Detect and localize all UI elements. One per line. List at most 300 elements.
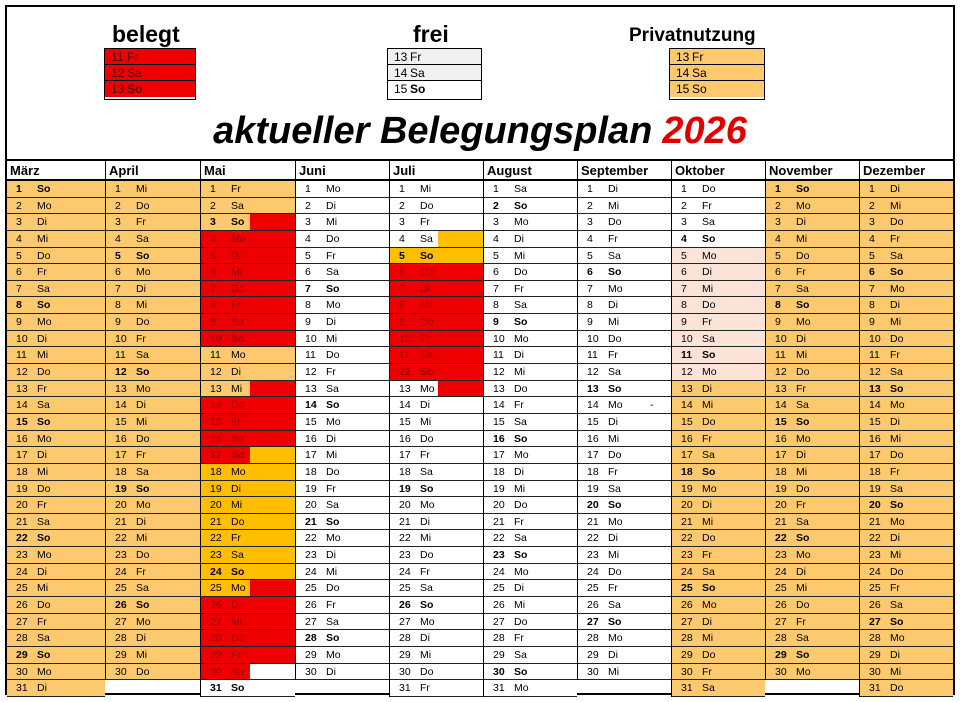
day-cell[interactable] bbox=[766, 248, 859, 265]
day-cell[interactable] bbox=[672, 397, 765, 414]
day-cell[interactable] bbox=[106, 314, 200, 331]
day-cell[interactable] bbox=[390, 281, 483, 298]
day-cell[interactable] bbox=[390, 347, 483, 364]
day-cell[interactable] bbox=[390, 564, 483, 581]
day-cell[interactable] bbox=[672, 264, 765, 281]
day-cell[interactable] bbox=[390, 331, 483, 348]
day-cell[interactable] bbox=[296, 547, 389, 564]
day-cell[interactable] bbox=[766, 231, 859, 248]
day-cell[interactable] bbox=[390, 597, 483, 614]
day-cell[interactable] bbox=[106, 231, 200, 248]
day-cell[interactable] bbox=[296, 248, 389, 265]
day-cell[interactable] bbox=[672, 314, 765, 331]
day-cell[interactable] bbox=[766, 314, 859, 331]
day-cell[interactable] bbox=[484, 314, 577, 331]
day-cell[interactable] bbox=[484, 514, 577, 531]
day-cell[interactable] bbox=[766, 214, 859, 231]
day-cell[interactable] bbox=[672, 297, 765, 314]
day-cell[interactable] bbox=[390, 664, 483, 681]
day-cell[interactable] bbox=[484, 347, 577, 364]
day-cell[interactable] bbox=[672, 481, 765, 498]
day-cell[interactable] bbox=[860, 214, 953, 231]
day-cell[interactable] bbox=[860, 231, 953, 248]
day-cell[interactable] bbox=[484, 381, 577, 398]
day-cell[interactable] bbox=[296, 231, 389, 248]
day-cell[interactable] bbox=[7, 347, 105, 364]
day-cell[interactable] bbox=[484, 264, 577, 281]
day-cell[interactable] bbox=[7, 447, 105, 464]
day-cell[interactable] bbox=[106, 564, 200, 581]
day-cell[interactable] bbox=[766, 464, 859, 481]
day-cell[interactable] bbox=[484, 431, 577, 448]
day-cell[interactable] bbox=[860, 447, 953, 464]
day-cell[interactable] bbox=[390, 464, 483, 481]
day-cell[interactable] bbox=[578, 414, 671, 431]
day-cell[interactable] bbox=[672, 597, 765, 614]
day-cell[interactable] bbox=[860, 597, 953, 614]
day-cell[interactable] bbox=[578, 331, 671, 348]
day-cell[interactable] bbox=[390, 630, 483, 647]
day-cell[interactable] bbox=[860, 614, 953, 631]
day-cell[interactable] bbox=[766, 547, 859, 564]
day-cell[interactable] bbox=[296, 530, 389, 547]
day-cell[interactable] bbox=[672, 364, 765, 381]
day-cell[interactable] bbox=[672, 214, 765, 231]
day-cell[interactable] bbox=[672, 231, 765, 248]
day-cell[interactable] bbox=[672, 664, 765, 681]
day-cell[interactable] bbox=[201, 214, 295, 231]
day-cell[interactable] bbox=[7, 547, 105, 564]
day-cell[interactable] bbox=[766, 397, 859, 414]
day-cell[interactable] bbox=[766, 597, 859, 614]
day-cell[interactable] bbox=[201, 564, 295, 581]
day-cell[interactable] bbox=[672, 647, 765, 664]
day-cell[interactable] bbox=[672, 497, 765, 514]
day-cell[interactable] bbox=[860, 431, 953, 448]
day-cell[interactable] bbox=[7, 597, 105, 614]
day-cell[interactable] bbox=[106, 264, 200, 281]
day-cell[interactable] bbox=[7, 497, 105, 514]
day-cell[interactable] bbox=[201, 481, 295, 498]
day-cell[interactable] bbox=[7, 630, 105, 647]
day-cell[interactable] bbox=[766, 347, 859, 364]
day-cell[interactable] bbox=[296, 364, 389, 381]
day-cell[interactable] bbox=[766, 447, 859, 464]
day-cell[interactable] bbox=[860, 414, 953, 431]
day-cell[interactable] bbox=[296, 447, 389, 464]
day-cell[interactable] bbox=[672, 198, 765, 215]
day-cell[interactable] bbox=[201, 647, 295, 664]
day-cell[interactable] bbox=[860, 364, 953, 381]
day-cell[interactable] bbox=[860, 464, 953, 481]
day-cell[interactable] bbox=[7, 381, 105, 398]
day-cell[interactable] bbox=[106, 630, 200, 647]
day-cell[interactable] bbox=[860, 630, 953, 647]
day-cell[interactable] bbox=[484, 447, 577, 464]
day-cell[interactable] bbox=[390, 680, 483, 697]
day-cell[interactable] bbox=[578, 198, 671, 215]
day-cell[interactable] bbox=[201, 630, 295, 647]
day-cell[interactable] bbox=[484, 564, 577, 581]
day-cell[interactable] bbox=[484, 630, 577, 647]
day-cell[interactable] bbox=[390, 547, 483, 564]
day-cell[interactable] bbox=[296, 214, 389, 231]
day-cell[interactable] bbox=[860, 281, 953, 298]
day-cell[interactable] bbox=[201, 680, 295, 697]
day-cell[interactable] bbox=[106, 647, 200, 664]
day-cell[interactable] bbox=[296, 580, 389, 597]
day-cell[interactable] bbox=[296, 181, 389, 198]
day-cell[interactable] bbox=[672, 514, 765, 531]
day-cell[interactable] bbox=[390, 264, 483, 281]
day-cell[interactable] bbox=[766, 297, 859, 314]
day-cell[interactable] bbox=[766, 414, 859, 431]
day-cell[interactable] bbox=[766, 614, 859, 631]
day-cell[interactable] bbox=[201, 347, 295, 364]
day-cell[interactable] bbox=[860, 397, 953, 414]
day-cell[interactable] bbox=[201, 264, 295, 281]
day-cell[interactable] bbox=[296, 630, 389, 647]
day-cell[interactable] bbox=[390, 248, 483, 265]
day-cell[interactable] bbox=[7, 481, 105, 498]
day-cell[interactable] bbox=[106, 181, 200, 198]
day-cell[interactable] bbox=[766, 264, 859, 281]
day-cell[interactable] bbox=[106, 447, 200, 464]
day-cell[interactable] bbox=[484, 614, 577, 631]
day-cell[interactable] bbox=[7, 664, 105, 681]
day-cell[interactable] bbox=[296, 431, 389, 448]
day-cell[interactable] bbox=[860, 664, 953, 681]
day-cell[interactable] bbox=[390, 481, 483, 498]
day-cell[interactable] bbox=[578, 181, 671, 198]
day-cell[interactable] bbox=[296, 331, 389, 348]
day-cell[interactable] bbox=[860, 680, 953, 697]
day-cell[interactable] bbox=[578, 597, 671, 614]
day-cell[interactable] bbox=[484, 680, 577, 697]
day-cell[interactable] bbox=[484, 547, 577, 564]
day-cell[interactable] bbox=[484, 364, 577, 381]
day-cell[interactable] bbox=[860, 647, 953, 664]
day-cell[interactable] bbox=[296, 264, 389, 281]
day-cell[interactable] bbox=[766, 497, 859, 514]
day-cell[interactable] bbox=[296, 297, 389, 314]
day-cell[interactable] bbox=[201, 464, 295, 481]
day-cell[interactable] bbox=[106, 331, 200, 348]
day-cell[interactable] bbox=[296, 647, 389, 664]
day-cell[interactable] bbox=[201, 281, 295, 298]
day-cell[interactable] bbox=[7, 464, 105, 481]
day-cell[interactable] bbox=[106, 530, 200, 547]
day-cell[interactable] bbox=[201, 198, 295, 215]
day-cell[interactable] bbox=[578, 397, 671, 414]
day-cell[interactable] bbox=[672, 630, 765, 647]
day-cell[interactable] bbox=[390, 580, 483, 597]
day-cell[interactable] bbox=[390, 364, 483, 381]
day-cell[interactable] bbox=[484, 497, 577, 514]
day-cell[interactable] bbox=[766, 564, 859, 581]
day-cell[interactable] bbox=[766, 580, 859, 597]
day-cell[interactable] bbox=[860, 530, 953, 547]
day-cell[interactable] bbox=[578, 564, 671, 581]
day-cell[interactable] bbox=[672, 331, 765, 348]
day-cell[interactable] bbox=[672, 614, 765, 631]
day-cell[interactable] bbox=[578, 447, 671, 464]
day-cell[interactable] bbox=[672, 281, 765, 298]
day-cell[interactable] bbox=[201, 497, 295, 514]
day-cell[interactable] bbox=[860, 248, 953, 265]
day-cell[interactable] bbox=[296, 347, 389, 364]
day-cell[interactable] bbox=[578, 630, 671, 647]
day-cell[interactable] bbox=[766, 530, 859, 547]
day-cell[interactable] bbox=[390, 381, 483, 398]
day-cell[interactable] bbox=[7, 198, 105, 215]
day-cell[interactable] bbox=[7, 397, 105, 414]
day-cell[interactable] bbox=[672, 181, 765, 198]
day-cell[interactable] bbox=[578, 614, 671, 631]
day-cell[interactable] bbox=[201, 530, 295, 547]
day-cell[interactable] bbox=[766, 514, 859, 531]
day-cell[interactable] bbox=[484, 181, 577, 198]
day-cell[interactable] bbox=[201, 580, 295, 597]
day-cell[interactable] bbox=[390, 447, 483, 464]
day-cell[interactable] bbox=[860, 314, 953, 331]
day-cell[interactable] bbox=[7, 364, 105, 381]
day-cell[interactable] bbox=[578, 497, 671, 514]
day-cell[interactable] bbox=[7, 647, 105, 664]
day-cell[interactable] bbox=[578, 481, 671, 498]
day-cell[interactable] bbox=[766, 381, 859, 398]
day-cell[interactable] bbox=[7, 214, 105, 231]
day-cell[interactable] bbox=[7, 181, 105, 198]
day-cell[interactable] bbox=[390, 614, 483, 631]
day-cell[interactable] bbox=[201, 514, 295, 531]
day-cell[interactable] bbox=[106, 347, 200, 364]
day-cell[interactable] bbox=[766, 198, 859, 215]
day-cell[interactable] bbox=[860, 580, 953, 597]
day-cell[interactable] bbox=[860, 331, 953, 348]
day-cell[interactable] bbox=[7, 431, 105, 448]
day-cell[interactable] bbox=[201, 414, 295, 431]
day-cell[interactable] bbox=[7, 314, 105, 331]
day-cell[interactable] bbox=[672, 580, 765, 597]
day-cell[interactable] bbox=[7, 680, 105, 697]
day-cell[interactable] bbox=[106, 481, 200, 498]
day-cell[interactable] bbox=[201, 447, 295, 464]
day-cell[interactable] bbox=[296, 564, 389, 581]
day-cell[interactable] bbox=[106, 198, 200, 215]
day-cell[interactable] bbox=[201, 181, 295, 198]
day-cell[interactable] bbox=[578, 248, 671, 265]
day-cell[interactable] bbox=[766, 431, 859, 448]
day-cell[interactable] bbox=[672, 347, 765, 364]
day-cell[interactable] bbox=[484, 281, 577, 298]
day-cell[interactable] bbox=[201, 381, 295, 398]
day-cell[interactable] bbox=[201, 547, 295, 564]
day-cell[interactable] bbox=[7, 514, 105, 531]
day-cell[interactable] bbox=[7, 264, 105, 281]
day-cell[interactable] bbox=[201, 397, 295, 414]
day-cell[interactable] bbox=[860, 381, 953, 398]
day-cell[interactable] bbox=[578, 364, 671, 381]
day-cell[interactable] bbox=[7, 564, 105, 581]
day-cell[interactable] bbox=[296, 664, 389, 681]
day-cell[interactable] bbox=[201, 364, 295, 381]
day-cell[interactable] bbox=[672, 414, 765, 431]
day-cell[interactable] bbox=[578, 530, 671, 547]
day-cell[interactable] bbox=[106, 414, 200, 431]
day-cell[interactable] bbox=[296, 314, 389, 331]
day-cell[interactable] bbox=[672, 680, 765, 697]
day-cell[interactable] bbox=[106, 580, 200, 597]
day-cell[interactable] bbox=[484, 248, 577, 265]
day-cell[interactable] bbox=[106, 431, 200, 448]
day-cell[interactable] bbox=[672, 530, 765, 547]
day-cell[interactable] bbox=[578, 431, 671, 448]
day-cell[interactable] bbox=[296, 497, 389, 514]
day-cell[interactable] bbox=[106, 547, 200, 564]
day-cell[interactable] bbox=[390, 530, 483, 547]
day-cell[interactable] bbox=[201, 297, 295, 314]
day-cell[interactable] bbox=[390, 514, 483, 531]
day-cell[interactable] bbox=[484, 414, 577, 431]
day-cell[interactable] bbox=[106, 514, 200, 531]
day-cell[interactable] bbox=[390, 414, 483, 431]
day-cell[interactable] bbox=[106, 597, 200, 614]
day-cell[interactable] bbox=[578, 281, 671, 298]
day-cell[interactable] bbox=[578, 381, 671, 398]
day-cell[interactable] bbox=[578, 664, 671, 681]
day-cell[interactable] bbox=[7, 297, 105, 314]
day-cell[interactable] bbox=[484, 397, 577, 414]
day-cell[interactable] bbox=[578, 314, 671, 331]
day-cell[interactable] bbox=[390, 314, 483, 331]
day-cell[interactable] bbox=[860, 347, 953, 364]
day-cell[interactable] bbox=[484, 464, 577, 481]
day-cell[interactable] bbox=[578, 347, 671, 364]
day-cell[interactable] bbox=[484, 198, 577, 215]
day-cell[interactable] bbox=[860, 264, 953, 281]
day-cell[interactable] bbox=[106, 397, 200, 414]
day-cell[interactable] bbox=[106, 248, 200, 265]
day-cell[interactable] bbox=[296, 481, 389, 498]
day-cell[interactable] bbox=[106, 214, 200, 231]
day-cell[interactable] bbox=[296, 198, 389, 215]
day-cell[interactable] bbox=[201, 431, 295, 448]
day-cell[interactable] bbox=[7, 530, 105, 547]
day-cell[interactable] bbox=[296, 281, 389, 298]
day-cell[interactable] bbox=[672, 248, 765, 265]
day-cell[interactable] bbox=[7, 231, 105, 248]
day-cell[interactable] bbox=[766, 481, 859, 498]
day-cell[interactable] bbox=[766, 647, 859, 664]
day-cell[interactable] bbox=[296, 614, 389, 631]
day-cell[interactable] bbox=[106, 364, 200, 381]
day-cell[interactable] bbox=[484, 597, 577, 614]
day-cell[interactable] bbox=[390, 181, 483, 198]
day-cell[interactable] bbox=[860, 198, 953, 215]
day-cell[interactable] bbox=[578, 580, 671, 597]
day-cell[interactable] bbox=[484, 530, 577, 547]
day-cell[interactable] bbox=[578, 464, 671, 481]
day-cell[interactable] bbox=[578, 264, 671, 281]
day-cell[interactable] bbox=[672, 447, 765, 464]
day-cell[interactable] bbox=[484, 664, 577, 681]
day-cell[interactable] bbox=[672, 547, 765, 564]
day-cell[interactable] bbox=[390, 231, 483, 248]
day-cell[interactable] bbox=[484, 647, 577, 664]
day-cell[interactable] bbox=[860, 547, 953, 564]
day-cell[interactable] bbox=[106, 381, 200, 398]
day-cell[interactable] bbox=[860, 481, 953, 498]
day-cell[interactable] bbox=[578, 647, 671, 664]
day-cell[interactable] bbox=[766, 281, 859, 298]
day-cell[interactable] bbox=[484, 481, 577, 498]
day-cell[interactable] bbox=[766, 364, 859, 381]
day-cell[interactable] bbox=[484, 214, 577, 231]
day-cell[interactable] bbox=[201, 231, 295, 248]
day-cell[interactable] bbox=[766, 664, 859, 681]
day-cell[interactable] bbox=[860, 564, 953, 581]
day-cell[interactable] bbox=[7, 248, 105, 265]
day-cell[interactable] bbox=[296, 514, 389, 531]
day-cell[interactable] bbox=[484, 297, 577, 314]
day-cell[interactable] bbox=[578, 214, 671, 231]
day-cell[interactable] bbox=[201, 314, 295, 331]
day-cell[interactable] bbox=[672, 381, 765, 398]
day-cell[interactable] bbox=[296, 597, 389, 614]
day-cell[interactable] bbox=[390, 198, 483, 215]
day-cell[interactable] bbox=[201, 664, 295, 681]
day-cell[interactable] bbox=[106, 281, 200, 298]
day-cell[interactable] bbox=[296, 381, 389, 398]
day-cell[interactable] bbox=[201, 597, 295, 614]
day-cell[interactable] bbox=[296, 464, 389, 481]
day-cell[interactable] bbox=[578, 231, 671, 248]
day-cell[interactable] bbox=[860, 514, 953, 531]
day-cell[interactable] bbox=[106, 614, 200, 631]
day-cell[interactable] bbox=[390, 214, 483, 231]
day-cell[interactable] bbox=[7, 414, 105, 431]
day-cell[interactable] bbox=[7, 580, 105, 597]
day-cell[interactable] bbox=[7, 614, 105, 631]
day-cell[interactable] bbox=[390, 497, 483, 514]
day-cell[interactable] bbox=[390, 397, 483, 414]
day-cell[interactable] bbox=[766, 181, 859, 198]
day-cell[interactable] bbox=[672, 564, 765, 581]
day-cell[interactable] bbox=[106, 664, 200, 681]
day-cell[interactable] bbox=[7, 281, 105, 298]
day-cell[interactable] bbox=[201, 331, 295, 348]
day-cell[interactable] bbox=[106, 297, 200, 314]
day-cell[interactable] bbox=[201, 614, 295, 631]
day-cell[interactable] bbox=[106, 497, 200, 514]
day-cell[interactable] bbox=[390, 297, 483, 314]
day-cell[interactable] bbox=[201, 248, 295, 265]
day-cell[interactable] bbox=[7, 331, 105, 348]
day-cell[interactable] bbox=[578, 297, 671, 314]
day-cell[interactable] bbox=[296, 397, 389, 414]
day-cell[interactable] bbox=[484, 580, 577, 597]
day-cell[interactable] bbox=[860, 497, 953, 514]
day-cell[interactable] bbox=[296, 414, 389, 431]
day-cell[interactable] bbox=[860, 181, 953, 198]
day-cell[interactable] bbox=[578, 514, 671, 531]
day-cell[interactable] bbox=[766, 331, 859, 348]
day-cell[interactable] bbox=[672, 431, 765, 448]
day-cell[interactable] bbox=[390, 431, 483, 448]
day-cell[interactable] bbox=[106, 464, 200, 481]
day-cell[interactable] bbox=[484, 231, 577, 248]
